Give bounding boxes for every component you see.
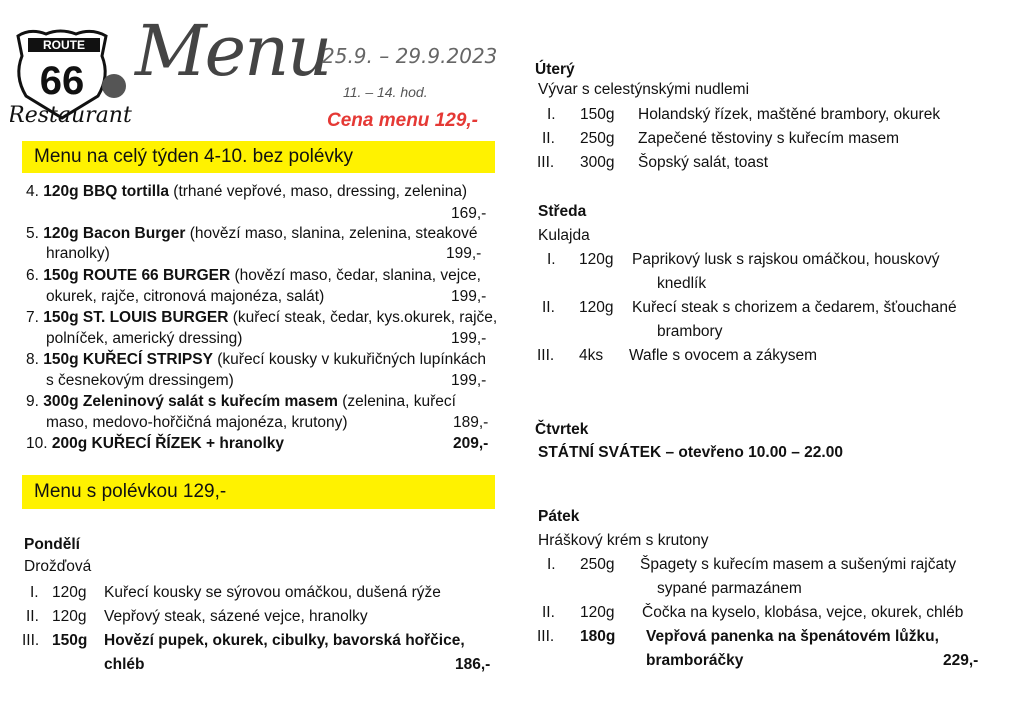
- route66-logo: [10, 26, 135, 126]
- dish-text-line2: sypané parmazánem: [657, 580, 802, 597]
- item-desc-line2: hranolky): [46, 245, 110, 262]
- soup-monday: Drožďová: [24, 558, 92, 575]
- day-name-tuesday: Úterý: [535, 61, 575, 78]
- week-item-5: [26, 224, 477, 243]
- dish-text-line2: knedlík: [657, 275, 707, 292]
- dish-weight: 150g: [580, 106, 615, 123]
- dish-weight: 120g: [52, 584, 87, 601]
- item-number: 10.: [26, 435, 48, 452]
- item-desc: (trhané vepřové, maso, dressing, zelenina): [169, 183, 468, 200]
- dish-weight: 180g: [580, 628, 616, 645]
- item-desc-line2: polníček, americký dressing): [46, 330, 243, 347]
- dish-text-line2: chléb: [104, 656, 145, 673]
- dish-weight: 120g: [580, 604, 615, 621]
- logo-sub-text: Restaurant: [10, 103, 132, 126]
- roman-numeral: I.: [547, 251, 556, 268]
- weekly-menu-heading: Menu na celý týden 4-10. bez polévky: [22, 141, 495, 173]
- soup-menu-heading: Menu s polévkou 129,-: [22, 475, 495, 509]
- roman-numeral: III.: [537, 154, 555, 171]
- item-name: 200g KUŘECÍ ŘÍZEK + hranolky: [51, 435, 285, 452]
- roman-numeral: II.: [542, 299, 555, 316]
- dish-text: Vepřový steak, sázené vejce, hranolky: [104, 608, 368, 625]
- item-desc-line2: s česnekovým dressingem): [46, 372, 234, 389]
- week-item-10: [26, 434, 284, 453]
- roman-numeral: II.: [26, 608, 39, 625]
- logo-route-text: ROUTE: [43, 38, 85, 52]
- week-item-6: [26, 266, 481, 285]
- menu-dates: 25.9. – 29.9.2023: [322, 44, 498, 68]
- week-item-7: [26, 308, 497, 327]
- dish-text: Špagety s kuřecím masem a sušenými rajčaty: [640, 556, 957, 573]
- dish-weight: 250g: [580, 130, 615, 147]
- dish-price: 186,-: [455, 656, 491, 673]
- item-desc: (hovězí maso, čedar, slanina, vejce,: [230, 267, 481, 284]
- dish-price: 229,-: [943, 652, 979, 669]
- item-desc: (kuřecí kousky v kukuřičných lupínkách: [212, 351, 487, 368]
- holiday-note: STÁTNÍ SVÁTEK – otevřeno 10.00 – 22.00: [538, 444, 843, 461]
- item-number: 4.: [26, 183, 39, 200]
- menu-hours: 11. – 14. hod.: [343, 84, 428, 100]
- item-number: 6.: [26, 267, 39, 284]
- menu-price: Cena menu 129,-: [327, 110, 478, 131]
- dish-weight: 150g: [52, 632, 88, 649]
- soup-wednesday: Kulajda: [538, 227, 590, 244]
- dish-weight: 250g: [580, 556, 615, 573]
- day-name-monday: Pondělí: [24, 536, 80, 553]
- roman-numeral: II.: [542, 604, 555, 621]
- item-name: 150g ST. LOUIS BURGER: [43, 309, 229, 326]
- item-number: 8.: [26, 351, 39, 368]
- roman-numeral: III.: [22, 632, 40, 649]
- item-number: 9.: [26, 393, 39, 410]
- dish-text: Wafle s ovocem a zákysem: [629, 347, 818, 364]
- dish-weight: 4ks: [579, 347, 604, 364]
- logo-number-text: 66: [39, 59, 85, 103]
- week-item-9: [26, 392, 456, 411]
- dish-text: Hovězí pupek, okurek, cibulky, bavorská hořčice,: [104, 632, 465, 649]
- roman-numeral: I.: [547, 556, 556, 573]
- dish-text: Šopský salát, toast: [638, 154, 769, 171]
- dish-text: Vepřová panenka na špenátovém lůžku,: [646, 628, 939, 645]
- roman-numeral: III.: [537, 628, 555, 645]
- dish-text: Kuřecí kousky se sýrovou omáčkou, dušená rýže: [104, 584, 441, 601]
- dish-weight: 120g: [52, 608, 87, 625]
- day-name-friday: Pátek: [538, 508, 580, 525]
- item-number: 5.: [26, 225, 39, 242]
- soup-friday: Hráškový krém s krutony: [538, 532, 709, 549]
- roman-numeral: II.: [542, 130, 555, 147]
- item-desc: (zelenina, kuřecí: [337, 393, 456, 410]
- roman-numeral: III.: [537, 347, 555, 364]
- menu-title: Menu: [135, 10, 331, 92]
- item-price: 169,-: [451, 205, 487, 222]
- item-name: 120g BBQ tortilla: [43, 183, 169, 200]
- item-price: 199,-: [451, 330, 487, 347]
- week-item-4: [26, 182, 467, 201]
- item-desc-line2: okurek, rajče, citronová majonéza, salát): [46, 288, 325, 305]
- item-price: 209,-: [453, 435, 489, 452]
- day-name-thursday: Čtvrtek: [535, 421, 589, 438]
- week-item-8: [26, 350, 486, 369]
- item-number: 7.: [26, 309, 39, 326]
- item-desc: (hovězí maso, slanina, zelenina, steakové: [185, 225, 478, 242]
- day-name-wednesday: Středa: [538, 203, 587, 220]
- dish-text: Zapečené těstoviny s kuřecím masem: [638, 130, 900, 147]
- item-name: 120g Bacon Burger: [43, 225, 186, 242]
- dish-text: Kuřecí steak s chorizem a čedarem, šťouchané: [632, 299, 957, 316]
- dish-text: Paprikový lusk s rajskou omáčkou, houskový: [632, 251, 940, 268]
- dish-text-line2: brambory: [657, 323, 723, 340]
- dish-weight: 300g: [580, 154, 615, 171]
- item-price: 199,-: [446, 245, 482, 262]
- item-name: 150g KUŘECÍ STRIPSY: [43, 351, 213, 368]
- dish-text: Holandský řízek, maštěné brambory, okurek: [638, 106, 941, 123]
- item-price: 199,-: [451, 372, 487, 389]
- item-price: 189,-: [453, 414, 489, 431]
- item-desc-line2: maso, medovo-hořčičná majonéza, krutony): [46, 414, 348, 431]
- roman-numeral: I.: [30, 584, 39, 601]
- dish-weight: 120g: [579, 251, 614, 268]
- item-name: 150g ROUTE 66 BURGER: [43, 267, 231, 284]
- dish-text: Čočka na kyselo, klobása, vejce, okurek, chléb: [642, 604, 964, 621]
- dish-text-line2: bramboráčky: [646, 652, 744, 669]
- roman-numeral: I.: [547, 106, 556, 123]
- item-desc: (kuřecí steak, čedar, kys.okurek, rajče,: [228, 309, 498, 326]
- soup-tuesday: Vývar s celestýnskými nudlemi: [538, 81, 750, 98]
- item-name: 300g Zeleninový salát s kuřecím masem: [43, 393, 338, 410]
- item-price: 199,-: [451, 288, 487, 305]
- dish-weight: 120g: [579, 299, 614, 316]
